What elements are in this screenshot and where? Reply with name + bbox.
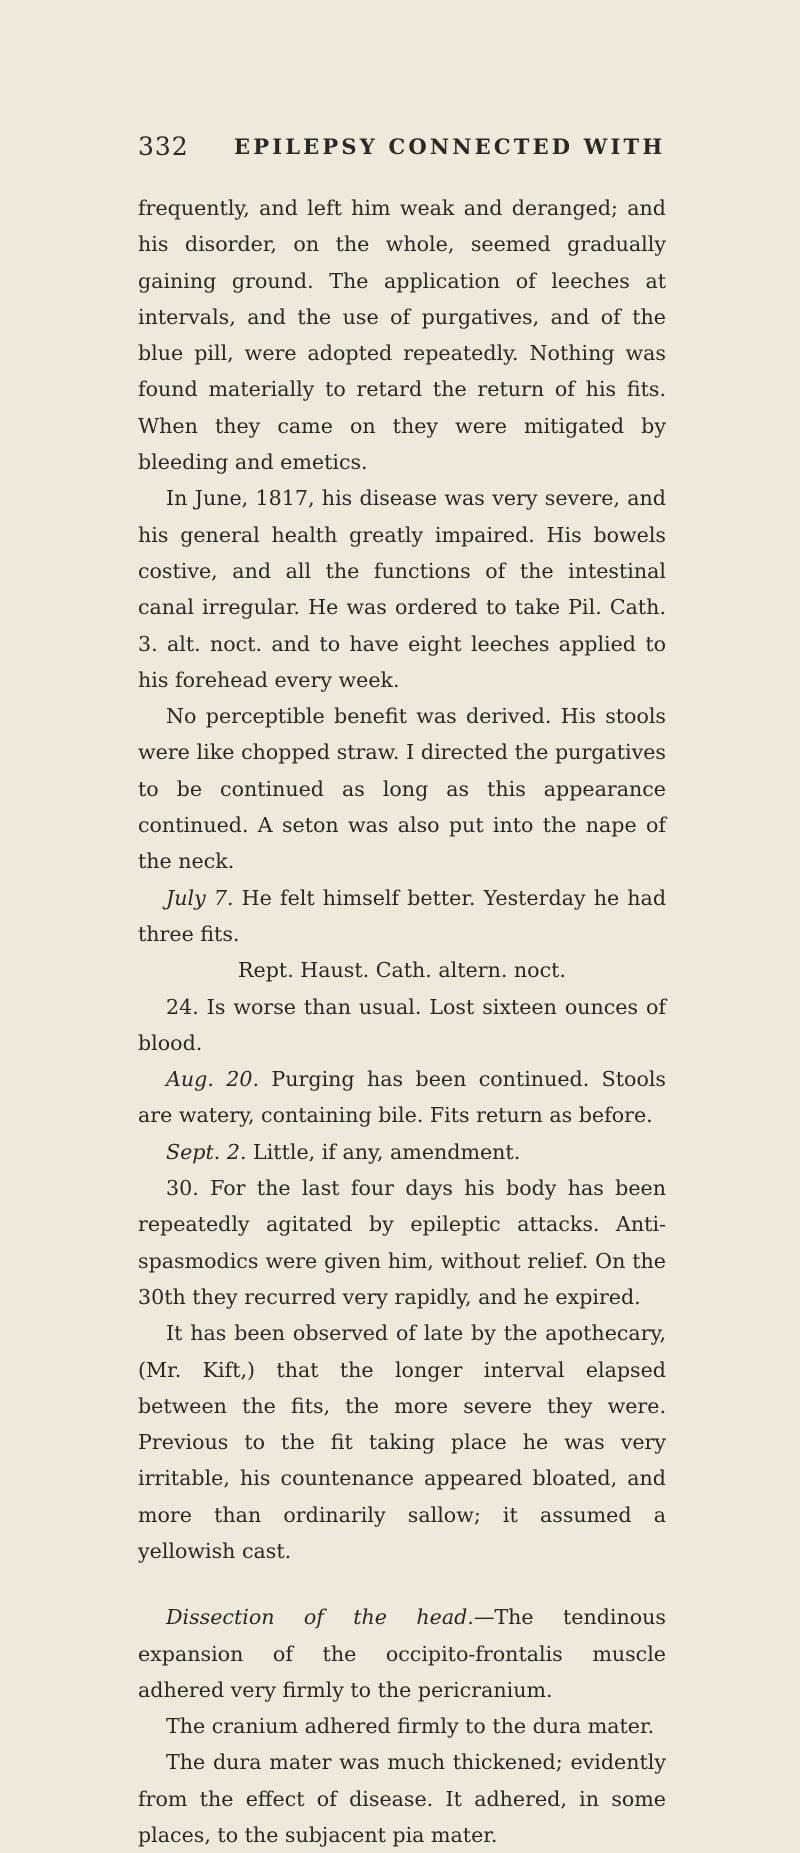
dissection-heading-paragraph: Dissection of the head.—The tendinous expansion of the occipito-frontalis muscle adhered very firmly to the pericranium. (138, 1605, 666, 1702)
page-header (138, 132, 666, 172)
paragraph: frequently, and left him weak and deranged; and his disorder, on the whole, seemed gradually gaining ground. The application of leeches at intervals, and the use of purgatives, and of the blue pill, were adopted repeatedly. Nothing was found materially to retard the return of his fits. When they came on they were mitigated by bleeding and emetics. (138, 196, 666, 475)
paragraph: 24. Is worse than usual. Lost sixteen ounces of blood. (138, 994, 666, 1055)
paragraph: The cranium adhered firmly to the dura mater. (166, 1714, 655, 1739)
paragraph: The dura mater was much thickened; evidently from the effect of disease. It adhered, in some places, to the subjacent pia mater. (138, 1750, 666, 1848)
paragraph: 30. For the last four days his body has been repeatedly agitated by epileptic attacks. Anti-spasmodics were given him, without relief. On the 30th they recurred very rapidly, and he expired. (138, 1176, 666, 1309)
date-lead: Sept. 2. (166, 1139, 247, 1164)
date-lead: Aug. 20. (166, 1067, 260, 1092)
running-title: EPILEPSY CONNECTED WITH (234, 134, 666, 159)
paragraph: Aug. 20. Purging has been continued. Stools are watery, containing bile. Fits return as before. (138, 1067, 666, 1128)
paragraph: Sept. 2. Little, if any, amendment. (166, 1139, 521, 1164)
page-number: 332 (138, 132, 189, 161)
paragraph: July 7. He felt himself better. Yesterday he had three fits. (138, 885, 667, 946)
section-lead: Dissection of the head. (166, 1605, 474, 1630)
paragraph: It has been observed of late by the apothecary, (Mr. Kift,) that the longer interval elapsed between the fits, the more severe they were. Previous to the fit taking place he was very irritable, his countenance appeared bloated, and more than ordinarily sallow; it assumed a yellowish cast. (138, 1321, 666, 1563)
paragraph: No perceptible benefit was derived. His stools were like chopped straw. I directed the purgatives to be continued as long as this appearance continued. A seton was also put into the nape of the neck. (138, 704, 666, 874)
body-text (138, 190, 666, 1853)
prescription: Rept. Haust. Cath. altern. noct. (238, 958, 566, 983)
date-lead: July 7. (166, 885, 234, 910)
paragraph: In June, 1817, his disease was very severe, and his general health greatly impaired. His bowels costive, and all the functions of the intestinal canal irregular. He was ordered to take Pil. Cath. 3. alt. noct. and to have eight leeches applied to his forehead every week. (138, 486, 666, 692)
